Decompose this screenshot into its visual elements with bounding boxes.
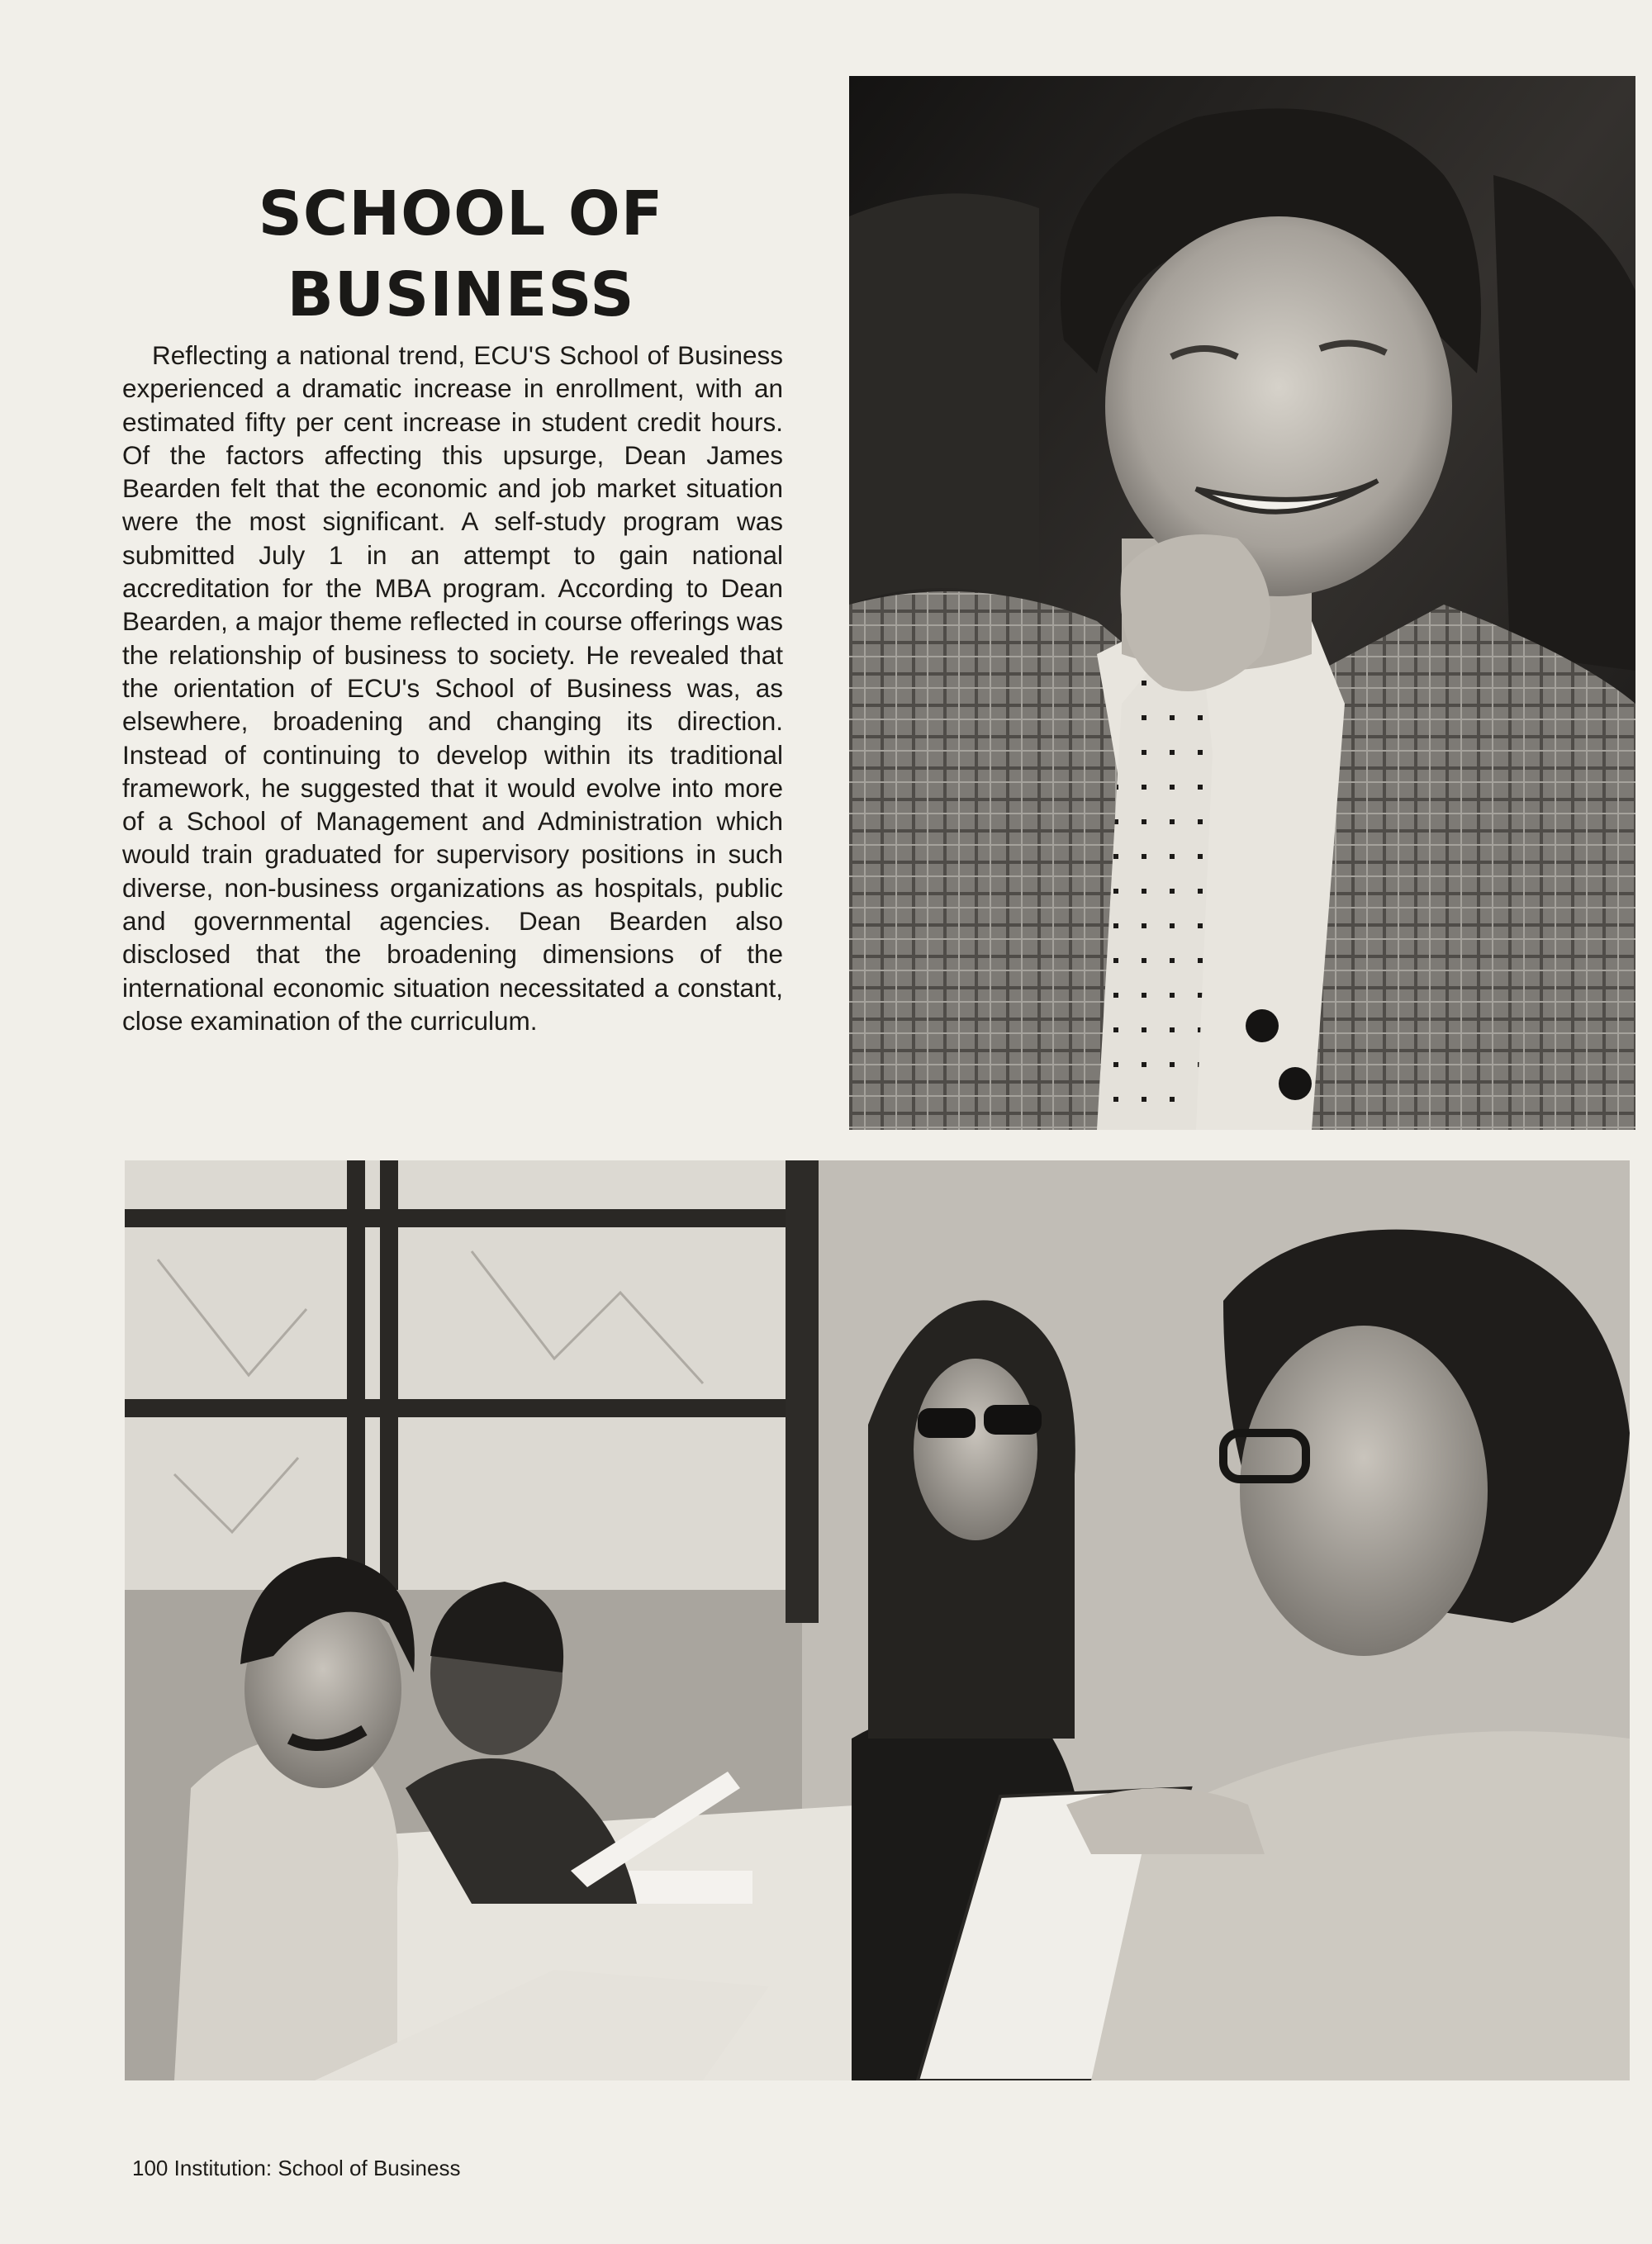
classroom-image <box>125 1160 1630 2080</box>
dean-portrait-image <box>849 76 1635 1130</box>
classroom-photo <box>125 1160 1630 2080</box>
dean-portrait-photo <box>849 76 1635 1130</box>
article-body: Reflecting a national trend, ECU'S School of Business experienced a dramatic increase in enrollment, with an estimated fifty per cent increase in student credit hours. Of the factors affecting this upsurge, Dean James Bearden felt that the economic and job market situation were the most significant. A self-study program was submitted July 1 in an attempt to gain national accreditation for the MBA program. According to Dean Bearden, a major theme reflected in course offerings was the relationship of business to society. He revealed that the orientation of ECU's School of Business was, as elsewhere, broadening and changing its direction. Instead of continuing to develop within its traditional framework, he suggested that it would evolve into more of a School of Management and Administration which would train graduated for supervisory positions in such diverse, non-business organizations as hospitals, public and governmental agencies. Dean Bearden also disclosed that the broadening dimensions of the international economic situation necessitated a constant, close examination of the curriculum. <box>122 340 783 1036</box>
title-line-2: BUSINESS <box>287 259 635 330</box>
page-footer: 100 Institution: School of Business <box>132 2156 461 2180</box>
page-title <box>122 173 800 335</box>
title-line-1: SCHOOL OF <box>258 178 664 249</box>
